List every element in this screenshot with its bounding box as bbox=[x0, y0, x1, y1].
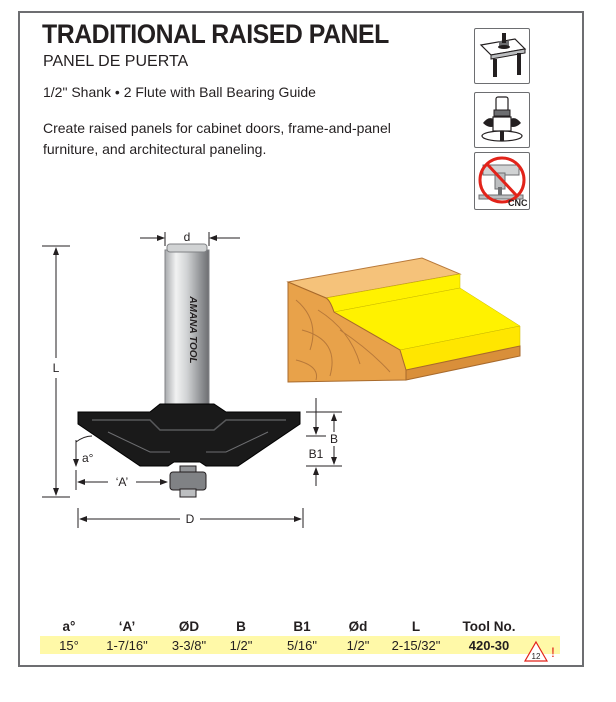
raised-panel-illustration bbox=[288, 258, 520, 382]
cnc-label: CNC bbox=[508, 198, 528, 208]
product-subtitle: PANEL DE PUERTA bbox=[43, 53, 189, 70]
header-B: B bbox=[236, 619, 246, 634]
shank bbox=[165, 250, 209, 408]
header-B1: B1 bbox=[293, 619, 311, 634]
dim-A-label: ‘A’ bbox=[115, 475, 129, 489]
header-A: ‘A’ bbox=[118, 619, 136, 634]
value-a: 15° bbox=[59, 638, 79, 653]
value-B1: 5/16" bbox=[287, 638, 317, 653]
spec-table-header bbox=[40, 617, 560, 636]
value-tool-no: 420-30 bbox=[468, 638, 510, 653]
value-B: 1/2" bbox=[229, 638, 253, 653]
ball-bearing bbox=[170, 472, 206, 490]
dim-d-label: d bbox=[183, 230, 191, 244]
product-specs: 1/2" Shank • 2 Flute with Ball Bearing Guide bbox=[43, 84, 316, 100]
header-a: a° bbox=[62, 619, 76, 634]
dim-B1-label: B1 bbox=[308, 447, 324, 461]
value-d: 1/2" bbox=[346, 638, 370, 653]
dim-a-label: a° bbox=[82, 451, 94, 465]
value-D: 3-3/8" bbox=[171, 638, 207, 653]
header-L: L bbox=[411, 619, 421, 634]
value-A: 1-7/16" bbox=[106, 638, 148, 653]
warning-triangle-icon bbox=[524, 640, 560, 664]
warning-mark: ! bbox=[551, 644, 555, 660]
spec-table-row bbox=[40, 636, 560, 654]
product-description: Create raised panels for cabinet doors, frame-and-panel furniture, and architectural paneling. bbox=[43, 120, 391, 157]
dim-D-label: D bbox=[185, 512, 195, 526]
header-d: Ød bbox=[348, 619, 368, 634]
spec-table bbox=[40, 617, 560, 654]
warning-number: 12 bbox=[531, 652, 541, 661]
shank-brand: AMANA TOOL bbox=[187, 296, 198, 364]
header-tool-no: Tool No. bbox=[462, 619, 516, 634]
header-D: ØD bbox=[178, 619, 200, 634]
dim-B-label: B bbox=[329, 432, 339, 446]
value-L: 2-15/32" bbox=[391, 638, 441, 653]
cutter-body bbox=[78, 404, 300, 466]
product-title: TRADITIONAL RAISED PANEL bbox=[42, 19, 389, 49]
dim-L-label: L bbox=[52, 361, 60, 375]
